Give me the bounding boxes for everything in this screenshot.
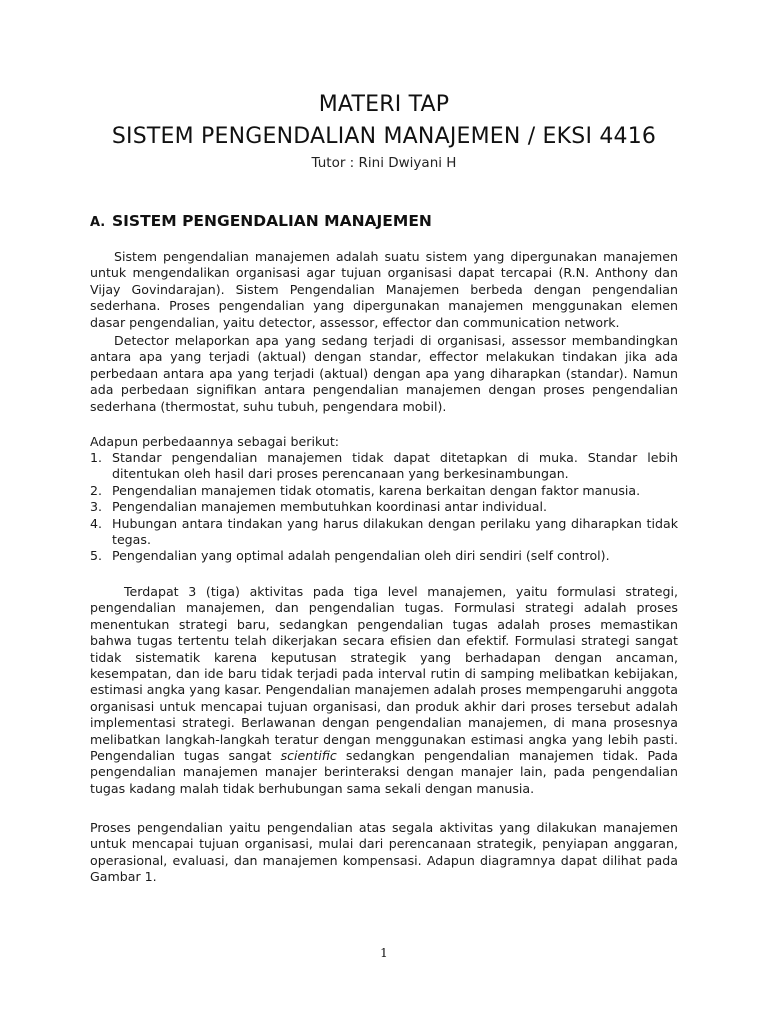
tutor-line: Tutor : Rini Dwiyani H (311, 155, 457, 171)
paragraph-part: Terdapat 3 (tiga) aktivitas pada tiga level manajemen, yaitu formulasi strategi, pengendalian manajemen, dan pengendalian tugas. Formulasi strategi adalah proses menentukan strategi baru, sedangkan pengendalian tugas adalah proses memastikan bahwa tugas tertentu telah dikerjakan secara efisien dan efektif. Formulasi strategi sangat tidak sistematik karena keputusan strategik yang berhadapan dengan ancaman, kesempatan, dan ide baru tidak terjadi pada interval rutin di samping melibatkan kebijakan, estimasi angka yang kasar. Pengendalian manajemen adalah proses mempengaruhi anggota organisasi untuk mencapai tujuan organisasi, dan produk akhir dari proses tersebut adalah implementasi strategi. Berlawanan dengan pengendalian manajemen, di mana prosesnya melibatkan langkah-langkah teratur dengan menggunakan estimasi angka yang lebih pasti. Pengendalian tugas sangat (90, 584, 678, 764)
differences-intro (90, 434, 678, 450)
section-title: SISTEM PENGENDALIAN MANAJEMEN (112, 212, 432, 230)
paragraph-text: Adapun perbedaannya sebagai berikut: (90, 434, 340, 449)
list-number: 4. (90, 515, 103, 531)
differences-list (90, 450, 678, 565)
list-item (90, 516, 678, 549)
list-number: 3. (90, 499, 103, 515)
list-item-text: Hubungan antara tindakan yang harus dilakukan dengan perilaku yang diharapkan tidak tegas. (112, 515, 678, 548)
list-item (90, 499, 678, 515)
paragraph-definition (90, 249, 678, 331)
list-item (90, 483, 678, 499)
paragraph-text: Sistem pengendalian manajemen adalah suatu sistem yang dipergunakan manajemen untuk mengendalikan organisasi agar tujuan organisasi dapat tercapai (R.N. Anthony dan Vijay Govindarajan). Sistem Pengendalian Manajemen berbeda dengan pengendalian sederhana. Proses pengendalian yang dipergunakan manajemen menggunakan elemen dasar pengendalian, yaitu detector, assessor, effector dan communication network. (90, 249, 678, 330)
list-item-text: Standar pengendalian manajemen tidak dapat ditetapkan di muka. Standar lebih ditentukan oleh hasil dari proses perencanaan yang berkesinambungan. (112, 450, 678, 482)
list-item (90, 450, 678, 483)
list-number: 2. (90, 482, 103, 498)
list-number: 1. (90, 450, 103, 465)
list-item-text: Pengendalian yang optimal adalah pengendalian oleh diri sendiri (self control). (112, 548, 610, 564)
document-subtitle: SISTEM PENGENDALIAN MANAJEMEN / EKSI 4416 (111, 124, 657, 149)
section-heading (90, 212, 432, 230)
list-item-text: Pengendalian manajemen tidak otomatis, karena berkaitan dengan faktor manusia. (112, 482, 641, 498)
paragraph-part: sedangkan pengendalian manajemen tidak. Pada pengendalian manajemen manajer berinteraksi dengan manajer lain, pada pengendalian tugas kadang malah tidak berhubungan sama sekali dengan manusia. (90, 748, 678, 796)
paragraph-three-activities (90, 584, 678, 797)
italic-term: scientific (280, 748, 337, 764)
paragraph-control-process (90, 820, 678, 886)
paragraph-text: Proses pengendalian yaitu pengendalian atas segala aktivitas yang dilakukan manajemen untuk mencapai tujuan organisasi, mulai dari perencanaan strategik, penyiapan anggaran, operasional, evaluasi, dan manajemen kompensasi. Adapun diagramnya dapat dilihat pada Gambar 1. (90, 820, 678, 885)
document-title: MATERI TAP (318, 92, 450, 117)
paragraph-text (90, 584, 678, 797)
list-item (90, 548, 678, 564)
page-number: 1 (380, 946, 388, 960)
paragraph-detector (90, 333, 678, 415)
list-number: 5. (90, 548, 103, 564)
section-letter: A. (90, 215, 106, 230)
paragraph-text: Detector melaporkan apa yang sedang terjadi di organisasi, assessor membandingkan antara apa yang terjadi (aktual) dengan standar, effector melakukan tindakan jika ada perbedaan antara apa yang terjadi (aktual) dengan apa yang diharapkan (standar). Namun ada perbedaan signifikan antara pengendalian manajemen dengan proses pengendalian sederhana (thermostat, suhu tubuh, pengendara mobil). (90, 333, 678, 414)
list-item-text: Pengendalian manajemen membutuhkan koordinasi antar individual. (112, 499, 548, 515)
